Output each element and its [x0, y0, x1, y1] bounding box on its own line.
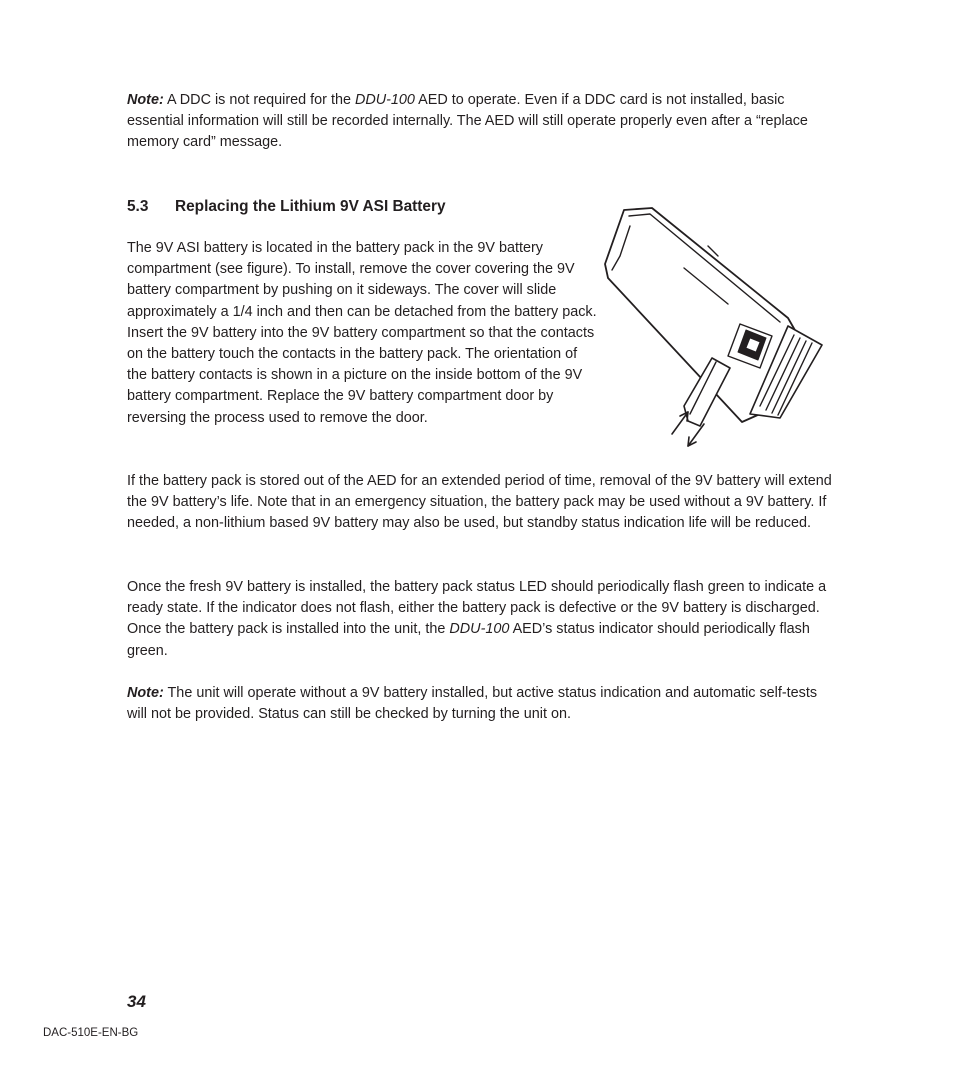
para3-text-part1: Once the fresh 9V battery is installed, the battery pack status LED should periodically flash green to indicate a ready state. If the indicator does not flash, either the battery pack is defective or the 9V battery is discharged. Once the battery pack is installed into the unit, the: [127, 579, 827, 638]
paragraph-status-led: [127, 577, 827, 662]
section-number: 5.3: [127, 198, 149, 215]
paragraph-battery-install: The 9V ASI battery is located in the battery pack in the 9V battery compartment (see figure). To install, remove the cover covering the 9V battery compartment by pushing on it sideways. The cover will slide approximately a 1/4 inch and then can be detached from the battery pack. Insert the 9V battery into the 9V battery compartment so that the contacts on the battery touch the contacts in the battery pack. The orientation of the battery contacts is shown in a picture on the inside bottom of the 9V battery compartment. Replace the 9V battery compartment door by reversing the process used to remove the door.: [127, 240, 597, 426]
note-top: [127, 90, 827, 154]
note-label: Note:: [127, 92, 164, 108]
product-name: DDU-100: [449, 621, 510, 638]
note-text-part1: A DDC is not required for the: [163, 92, 355, 108]
page-number: 34: [127, 992, 146, 1011]
section-heading: [127, 196, 446, 218]
note-bottom: [127, 683, 827, 725]
document-id: DAC-510E-EN-BG: [43, 1027, 139, 1039]
paragraph-storage: If the battery pack is stored out of the AED for an extended period of time, removal of the 9V battery will extend the 9V battery’s life. Note that in an emergency situation, the battery pack may be used without a 9V battery. If needed, a non-lithium based 9V battery may also be used, but standby status indication life will be reduced.: [127, 473, 832, 532]
para3-text-part2: AED’s status indicator should periodically flash green.: [127, 621, 810, 659]
note-text-part2: AED to operate. Even if a DDC card is not installed, basic essential information will still be recorded internally. The AED will still operate properly even after a “replace memory card” message.: [127, 92, 808, 151]
battery-pack-figure: [600, 200, 830, 455]
note-text: The unit will operate without a 9V battery installed, but active status indication and automatic self-tests will not be provided. Status can still be checked by turning the unit on.: [127, 685, 818, 723]
note-label: Note:: [127, 685, 164, 701]
product-name: DDU-100: [354, 92, 415, 108]
section-title: Replacing the Lithium 9V ASI Battery: [175, 198, 446, 215]
